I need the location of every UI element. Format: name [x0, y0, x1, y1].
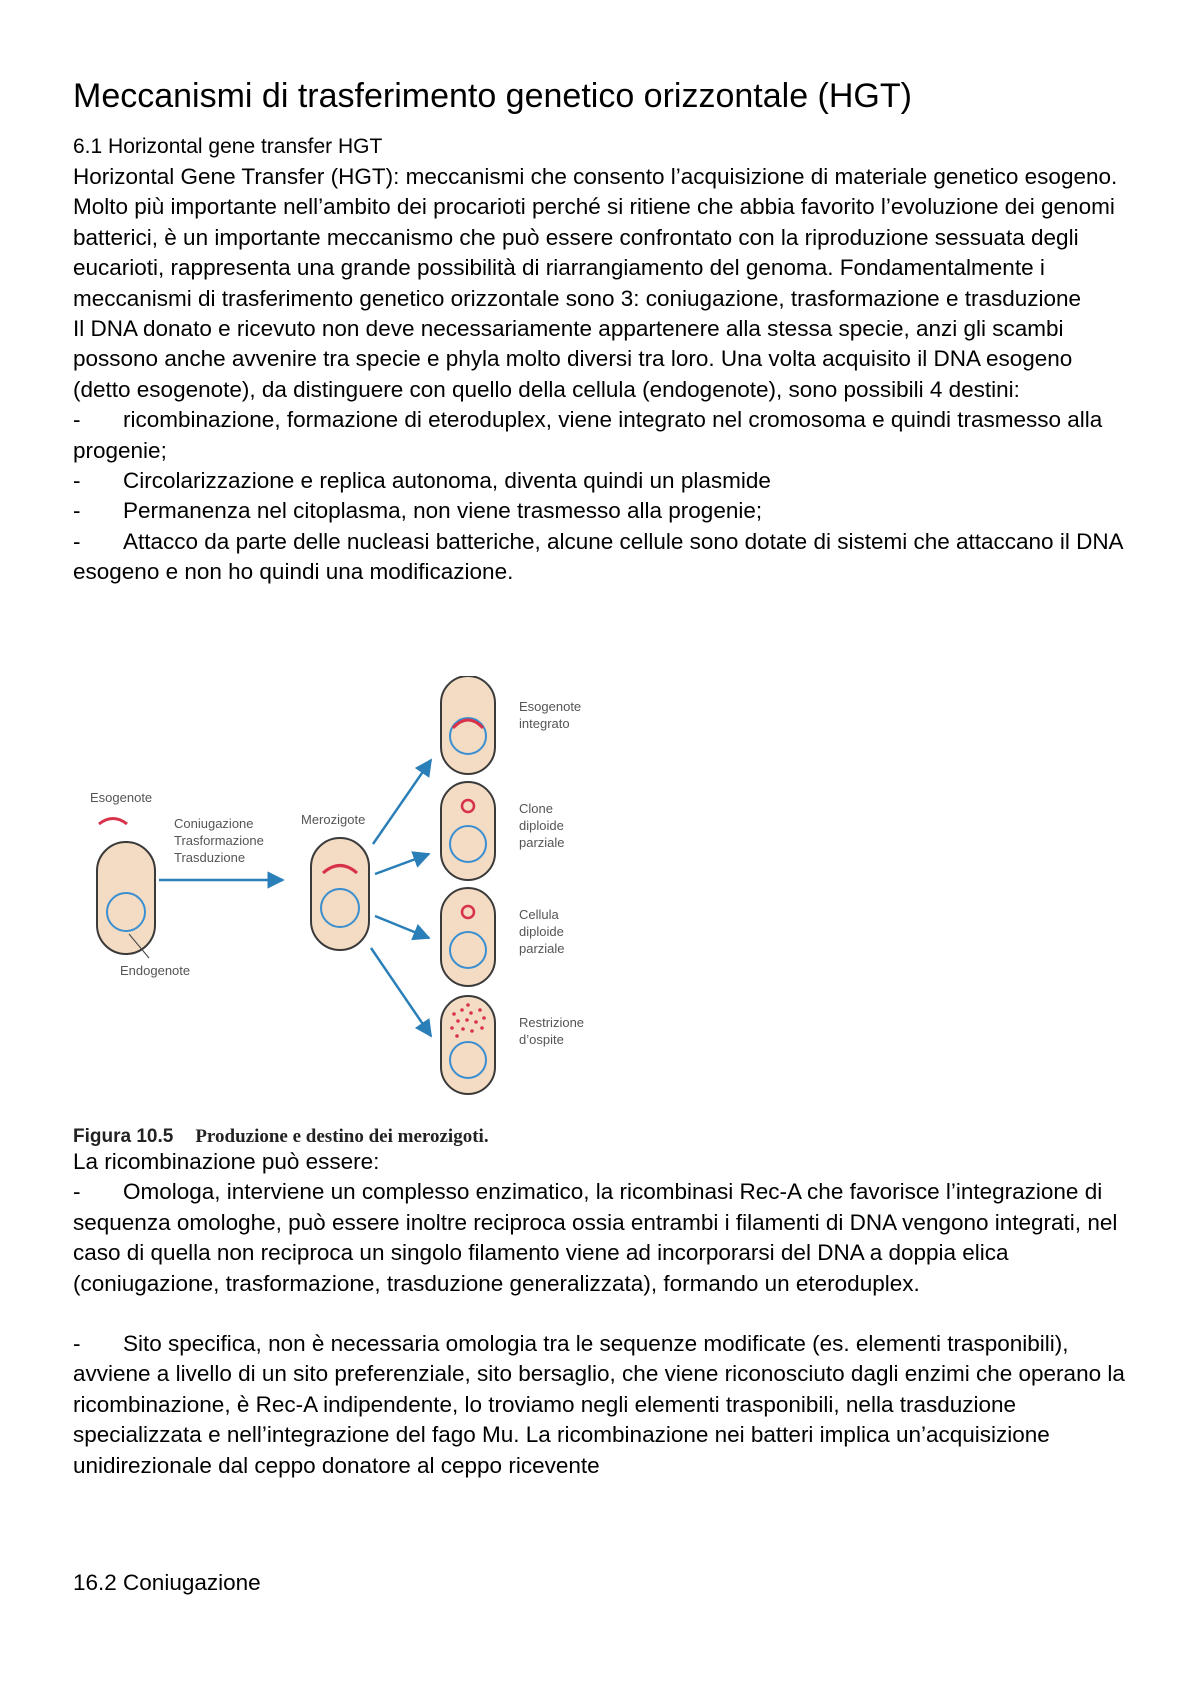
- outcome-label-line: d’ospite: [519, 1032, 564, 1047]
- integrated-cell-icon: [441, 676, 495, 774]
- merozygote-cell-icon: [311, 838, 369, 950]
- fate-text: Attacco da parte delle nucleasi batteriche, alcune cellule sono dotate di sistemi che attaccano il DNA esogeno e non ho quindi una modificazione.: [73, 528, 1123, 585]
- paragraph-gap: [73, 1299, 1143, 1329]
- merozigote-label: Merozigote: [301, 812, 366, 827]
- outcome-arrow-3: [375, 916, 429, 938]
- recipient-cell-icon: [97, 842, 155, 954]
- intro-paragraph-1: Horizontal Gene Transfer (HGT): meccanismi che consento l’acquisizione di materiale genetico esogeno. Molto più importante nell’ambito dei procarioti perché si ritiene che abbia favorito l’evoluzione dei genomi batterici, è un importante meccanismo che può essere confrontato con la riproduzione sessuata degli eucarioti, rappresenta una grande possibilità di riarrangiamento del genoma. Fondamentalmente i meccanismi di trasferimento genetico orizzontale sono 3: coniugazione, trasformazione e trasduzione: [73, 164, 1118, 311]
- section-subheading: 6.1 Horizontal gene transfer HGT: [73, 135, 383, 158]
- recombination-text-block: [73, 1147, 1143, 1481]
- outcome-arrow-2: [375, 854, 429, 874]
- list-marker: -: [73, 407, 81, 433]
- fate-text: ricombinazione, formazione di eteroduplex, viene integrato nel cromosoma e quindi trasmesso alla progenie;: [73, 407, 1103, 463]
- fate-list-item: [73, 496, 1133, 526]
- recombination-text: Omologa, interviene un complesso enzimatico, la ricombinasi Rec-A che favorisce l’integrazione di sequenza omologhe, può essere inoltre reciproca ossia entrambi i filamenti di DNA vengono integrati, nel caso di quella non reciproca un singolo filamento viene ad incorporarsi del DNA a doppia elica (coniugazione, trasformazione, trasduzione generalizzata), formando un eteroduplex.: [73, 1179, 1118, 1296]
- list-marker: -: [73, 1331, 81, 1357]
- fate-list-item: [73, 405, 1133, 466]
- figure-title: Produzione e destino dei merozigoti.: [195, 1126, 489, 1147]
- partial-diploid-cell-icon: [441, 888, 495, 986]
- outcome-arrow-1: [373, 760, 431, 844]
- clone-cell-icon: [441, 782, 495, 880]
- recombination-text: Sito specifica, non è necessaria omologia tra le sequenze modificate (es. elementi trasponibili), avviene a livello di un sito preferenziale, sito bersaglio, che viene riconosciuto dagli enzimi che operano la ricombinazione, è Rec-A indipendente, lo troviamo negli elementi trasponibili, nella trasduzione specializzata e nell’integrazione del fago Mu. La ricombinazione nei batteri implica un’acquisizione unidirezionale dal ceppo donatore al ceppo ricevente: [73, 1331, 1125, 1478]
- fate-text: Circolarizzazione e replica autonoma, diventa quindi un plasmide: [123, 468, 771, 494]
- endogenote-label: Endogenote: [120, 963, 191, 978]
- list-marker: -: [73, 468, 81, 494]
- restriction-cell-icon: [441, 996, 495, 1094]
- esogenote-label: Esogenote: [90, 790, 153, 805]
- exogenote-fragment-icon: [99, 819, 127, 825]
- list-marker: -: [73, 1179, 81, 1205]
- fate-list-item: [73, 527, 1133, 588]
- outcome-label-line: diploide: [519, 818, 564, 833]
- next-section-heading: 16.2 Coniugazione: [73, 1570, 261, 1595]
- outcome-arrow-4: [371, 948, 431, 1036]
- outcome-label-line: parziale: [519, 835, 565, 850]
- process-label-transduction: Trasduzione: [174, 850, 246, 865]
- outcome-label-line: diploide: [519, 924, 564, 939]
- outcome-label-line: parziale: [519, 941, 565, 956]
- recombination-list-item: [73, 1329, 1143, 1481]
- figure-caption: [73, 1126, 489, 1148]
- list-marker: -: [73, 498, 81, 524]
- recombination-intro: La ricombinazione può essere:: [73, 1149, 380, 1174]
- merozygote-figure: [73, 676, 653, 1146]
- outcome-label-line: Restrizione: [519, 1015, 585, 1030]
- fate-list-item: [73, 466, 1133, 496]
- recombination-list-item: [73, 1177, 1143, 1299]
- intro-paragraph-2: Il DNA donato e ricevuto non deve necessariamente appartenere alla stessa specie, anzi gli scambi possono anche avvenire tra specie e phyla molto diversi tra loro. Una volta acquisito il DNA esogeno (detto esogenote), da distinguere con quello della cellula (endogenote), sono possibili 4 destini:: [73, 316, 1073, 402]
- figure-number: Figura 10.5: [73, 1126, 174, 1147]
- fate-text: Permanenza nel citoplasma, non viene trasmesso alla progenie;: [123, 498, 763, 524]
- process-label-transformation: Trasformazione: [174, 833, 264, 848]
- intro-text-block: [73, 162, 1133, 588]
- outcome-label-line: integrato: [519, 716, 570, 731]
- process-label-conjugation: Coniugazione: [174, 816, 254, 831]
- outcome-label-line: Cellula: [519, 907, 559, 922]
- list-marker: -: [73, 528, 81, 554]
- page-title: Meccanismi di trasferimento genetico orizzontale (HGT): [73, 77, 912, 115]
- outcome-label-line: Esogenote: [519, 699, 582, 714]
- outcome-label-line: Clone: [519, 801, 553, 816]
